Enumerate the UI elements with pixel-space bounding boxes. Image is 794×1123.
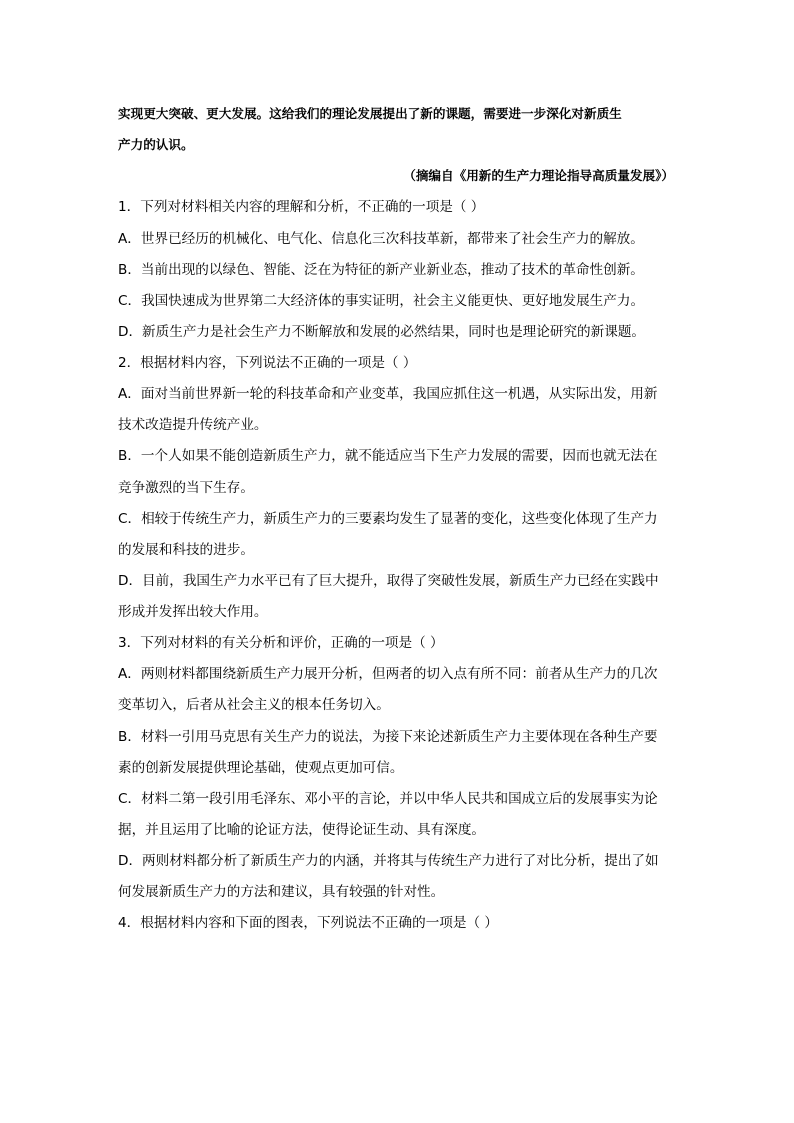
question-3-option-b-line-1: B．材料一引用马克思有关生产力的说法，为接下来论述新质生产力主要体现在各种生产要 — [118, 729, 658, 745]
question-1-option-d: D．新质生产力是社会生产力不断解放和发展的必然结果，同时也是理论研究的新课题。 — [118, 324, 646, 340]
question-3-option-c-line-1: C．材料二第一段引用毛泽东、邓小平的言论，并以中华人民共和国成立后的发展事实为论 — [118, 791, 658, 807]
question-2-option-a-line-2: 技术改造提升传统产业。 — [118, 417, 268, 433]
question-4-stem: 4．根据材料内容和下面的图表，下列说法不正确的一项是（ ） — [118, 915, 498, 931]
question-3-option-a-line-2: 变革切入，后者从社会主义的根本任务切入。 — [118, 697, 390, 713]
question-2-option-a-line-1: A．面对当前世界新一轮的科技革命和产业变革，我国应抓住这一机遇，从实际出发，用新 — [118, 386, 658, 402]
question-3-stem: 3．下列对材料的有关分析和评价，正确的一项是（ ） — [118, 635, 444, 651]
passage-line-1: 实现更大突破、更大发展。这给我们的理论发展提出了新的课题，需要进一步深化对新质生 — [118, 106, 622, 121]
question-2-option-b-line-1: B．一个人如果不能创造新质生产力，就不能适应当下生产力发展的需要，因而也就无法在 — [118, 448, 658, 464]
passage-line-2: 产力的认识。 — [118, 137, 194, 152]
question-3-option-d-line-1: D．两则材料都分析了新质生产力的内涵，并将其与传统生产力进行了对比分析，提出了如 — [118, 853, 659, 869]
passage-source: （摘编自《用新的生产力理论指导高质量发展》） — [403, 168, 674, 183]
question-1-option-c: C．我国快速成为世界第二大经济体的事实证明，社会主义能更快、更好地发展生产力。 — [118, 293, 645, 309]
question-1-option-b: B．当前出现的以绿色、智能、泛在为特征的新产业新业态，推动了技术的革命性创新。 — [118, 262, 644, 278]
question-3-option-d-line-2: 何发展新质生产力的方法和建议，具有较强的针对性。 — [118, 884, 445, 900]
question-2-option-c-line-2: 的发展和科技的进步。 — [118, 542, 254, 558]
question-1-option-a: A．世界已经历的机械化、电气化、信息化三次科技革新，都带来了社会生产力的解放。 — [118, 231, 644, 247]
question-2-option-d-line-2: 形成并发挥出较大作用。 — [118, 604, 268, 620]
question-2-option-c-line-1: C．相较于传统生产力，新质生产力的三要素均发生了显著的变化，这些变化体现了生产力 — [118, 511, 658, 527]
question-2-stem: 2．根据材料内容，下列说法不正确的一项是（ ） — [118, 355, 417, 371]
question-1-stem: 1．下列对材料相关内容的理解和分析，不正确的一项是（ ） — [118, 199, 485, 215]
question-3-option-a-line-1: A．两则材料都围绕新质生产力展开分析，但两者的切入点有所不同：前者从生产力的几次 — [118, 666, 658, 682]
question-2-option-b-line-2: 竞争激烈的当下生存。 — [118, 480, 254, 496]
question-3-option-c-line-2: 据，并且运用了比喻的论证方法，使得论证生动、具有深度。 — [118, 822, 486, 838]
question-2-option-d-line-1: D．目前，我国生产力水平已有了巨大提升，取得了突破性发展，新质生产力已经在实践中 — [118, 573, 659, 589]
question-3-option-b-line-2: 素的创新发展提供理论基础，使观点更加可信。 — [118, 760, 404, 776]
